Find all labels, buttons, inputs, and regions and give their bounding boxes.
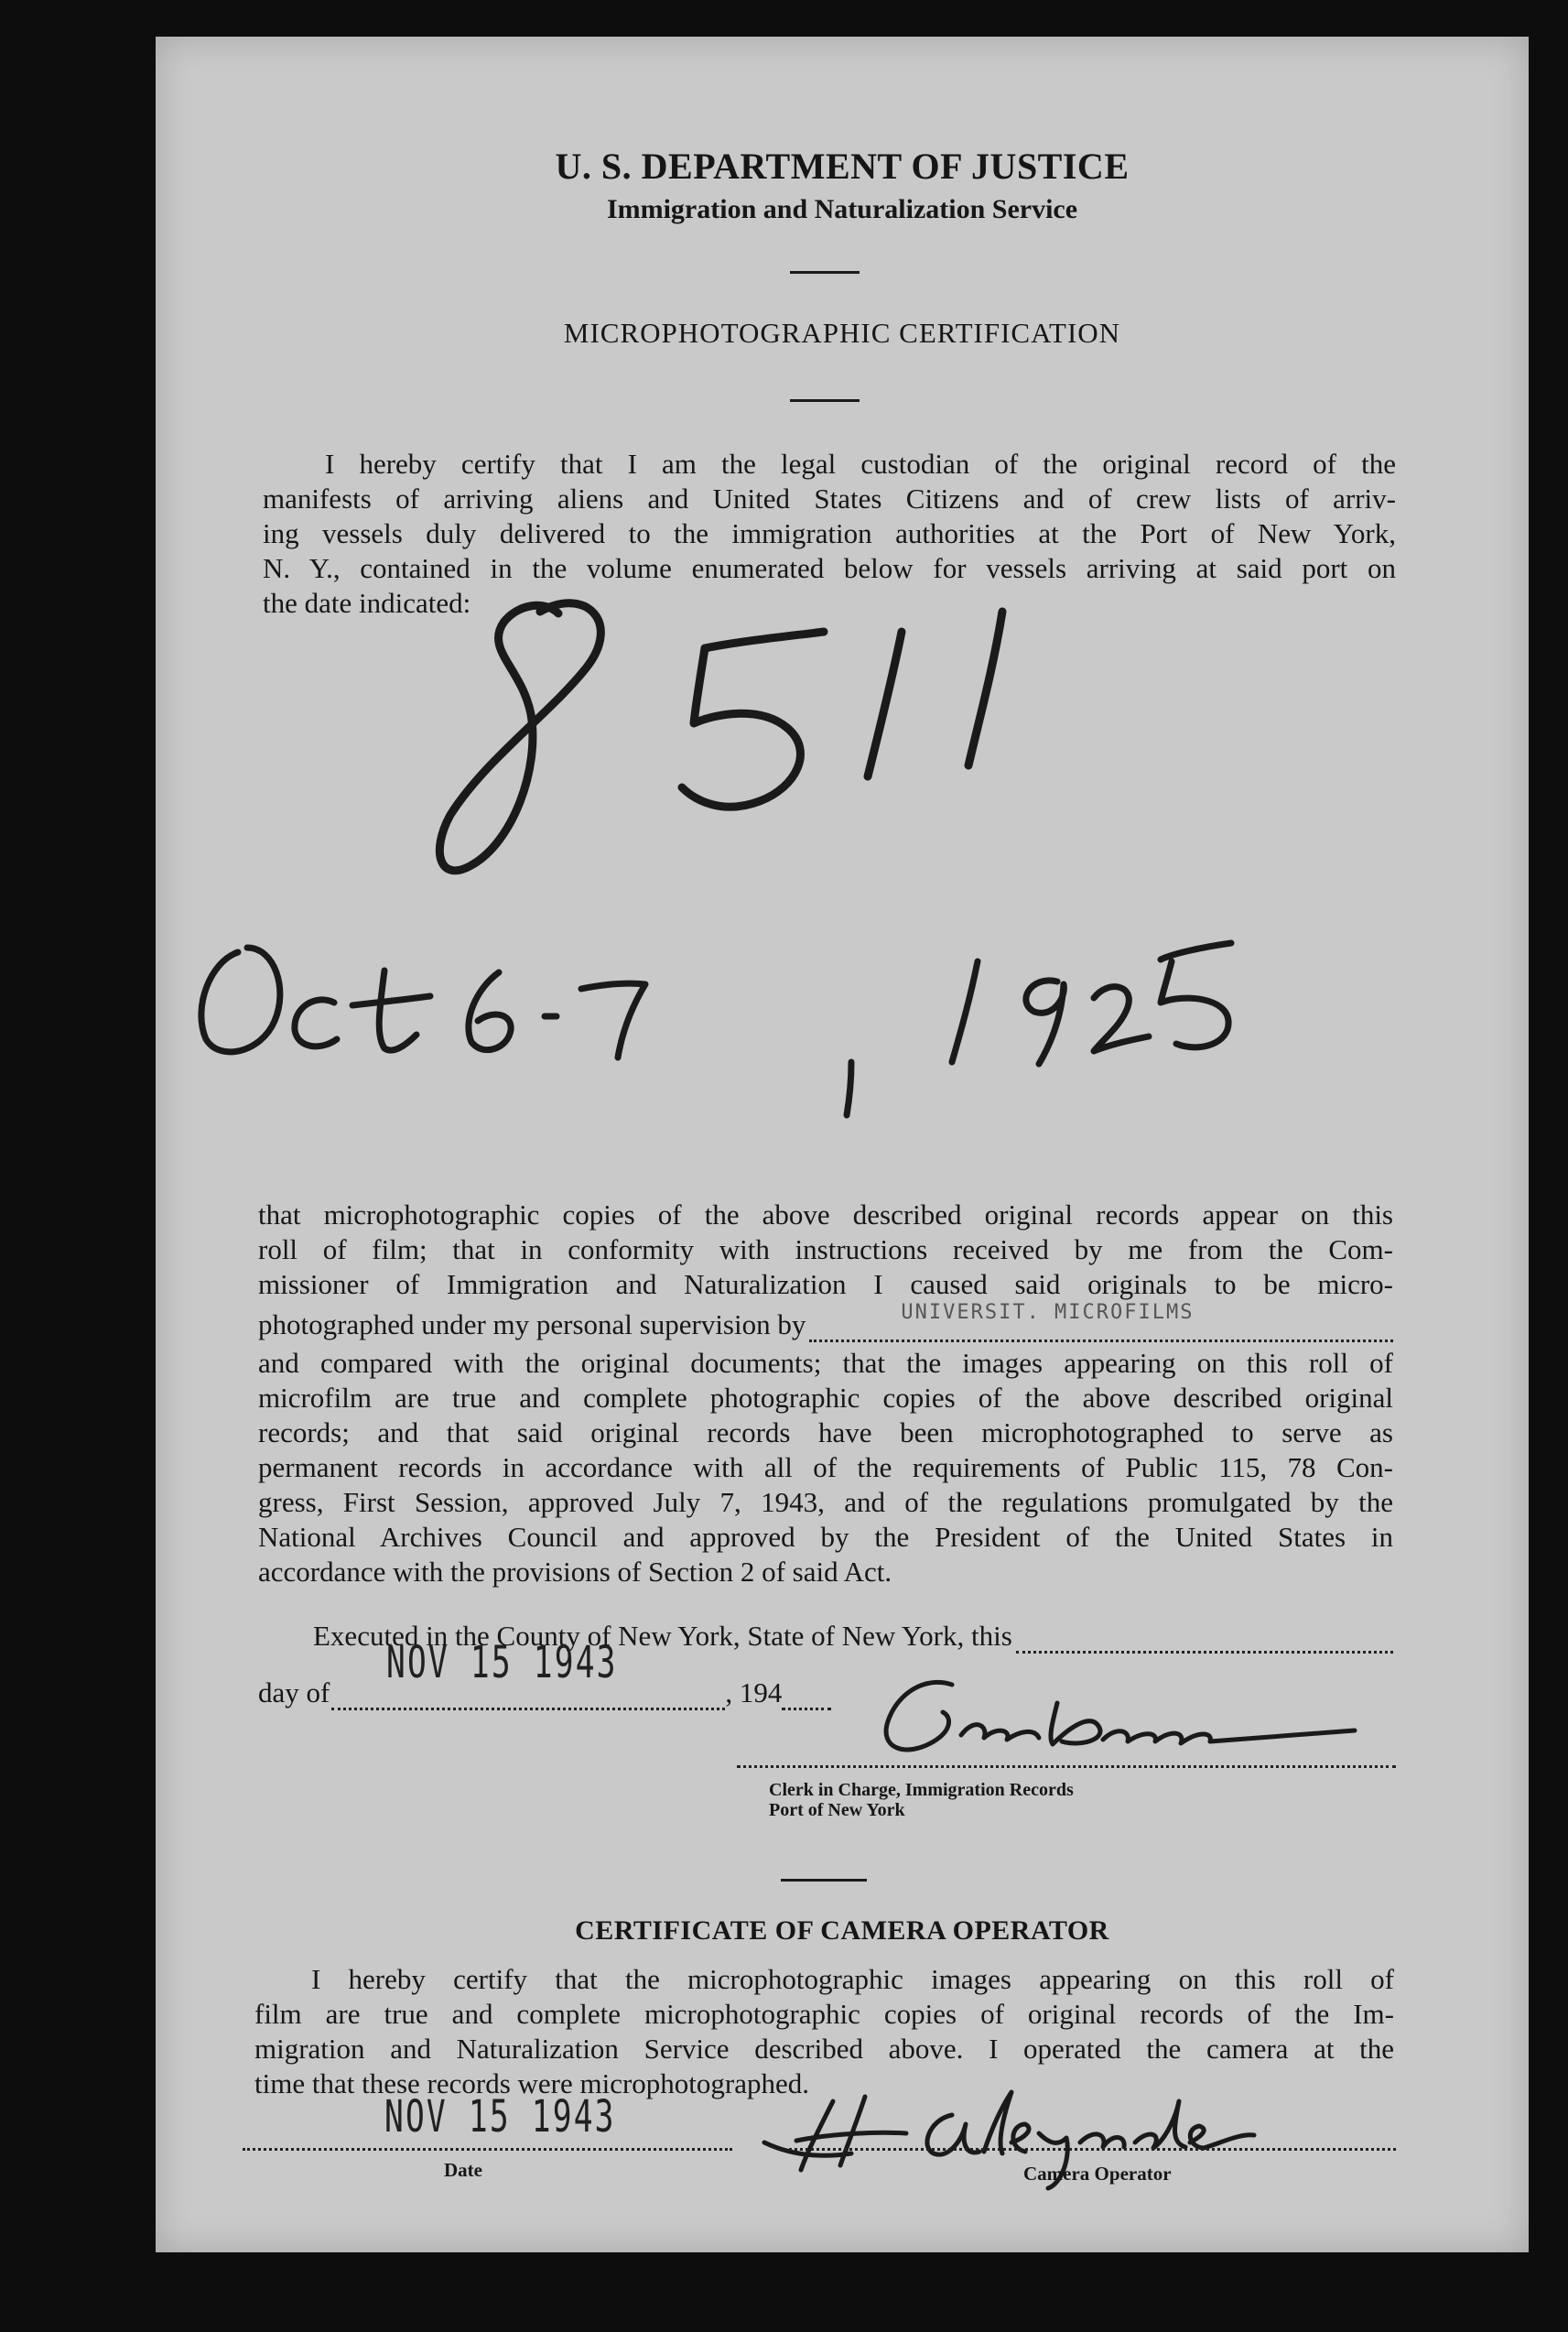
- camera-operator-signature: [156, 37, 1529, 2252]
- service-subheading: Immigration and Naturalization Service: [606, 194, 1078, 224]
- camera-line: I hereby certify that the microphotographic images appearing on this roll of: [311, 1963, 1394, 1995]
- camera-operator-label: Camera Operator: [1023, 2163, 1172, 2185]
- intro-line: the date indicated:: [263, 587, 471, 619]
- executed-text: Executed in the County of New York, State of New York, this: [313, 1620, 1012, 1652]
- body-line: National Archives Council and approved by the President of the United States in: [258, 1521, 1393, 1553]
- body-line: roll of film; that in conformity with instructions received by me from the Com-: [258, 1233, 1393, 1265]
- camera-date-stamp: NOV 15 1943: [384, 2091, 616, 2142]
- body-line: records; and that said original records have been microphotographed to serve as: [258, 1416, 1393, 1448]
- body-line: and compared with the original documents; that the images appearing on this roll of: [258, 1347, 1393, 1379]
- camera-line: time that these records were microphotographed.: [254, 2067, 809, 2099]
- year-prefix: , 194: [725, 1676, 783, 1708]
- supervision-prefix: photographed under my personal supervision by: [258, 1308, 806, 1340]
- camera-certificate-title: CERTIFICATE OF CAMERA OPERATOR: [575, 1915, 1109, 1946]
- operator-signature-line: [789, 2148, 1396, 2151]
- camera-line: film are true and complete microphotographic copies of original records of the Im-: [254, 1998, 1394, 2030]
- body-line: microfilm are true and complete photographic copies of the above described original: [258, 1382, 1393, 1414]
- clerk-title: Clerk in Charge, Immigration Records: [769, 1780, 1074, 1800]
- date-label: Date: [444, 2159, 482, 2181]
- date-stamp: NOV 15 1943: [386, 1637, 618, 1688]
- intro-line: I hereby certify that I am the legal custodian of the original record of the: [325, 448, 1396, 480]
- body-line: permanent records in accordance with all of the requirements of Public 115, 78 Con-: [258, 1451, 1393, 1483]
- body-line: missioner of Immigration and Naturalization I caused said originals to be micro-: [258, 1268, 1393, 1300]
- clerk-place: Port of New York: [769, 1800, 905, 1820]
- intro-line: manifests of arriving aliens and United States Citizens and of crew lists of arriv-: [263, 483, 1396, 515]
- supervisor-name: UNIVERSIT. MICROFILMS: [901, 1301, 1195, 1324]
- camera-line: migration and Naturalization Service described above. I operated the camera at the: [254, 2033, 1394, 2065]
- day-of-label: day of: [258, 1676, 330, 1708]
- body-line: gress, First Session, approved July 7, 1943, and of the regulations promulgated by the: [258, 1486, 1393, 1518]
- body-line: that microphotographic copies of the above described original records appear on this: [258, 1199, 1393, 1231]
- certificate-page: [156, 37, 1529, 2252]
- department-heading: U. S. DEPARTMENT OF JUSTICE: [555, 146, 1130, 187]
- intro-line: N. Y., contained in the volume enumerated below for vessels arriving at said port on: [263, 552, 1396, 584]
- intro-line: ing vessels duly delivered to the immigration authorities at the Port of New York,: [263, 517, 1396, 549]
- body-line: accordance with the provisions of Section 2 of said Act.: [258, 1556, 892, 1588]
- certification-title: MICROPHOTOGRAPHIC CERTIFICATION: [563, 317, 1121, 349]
